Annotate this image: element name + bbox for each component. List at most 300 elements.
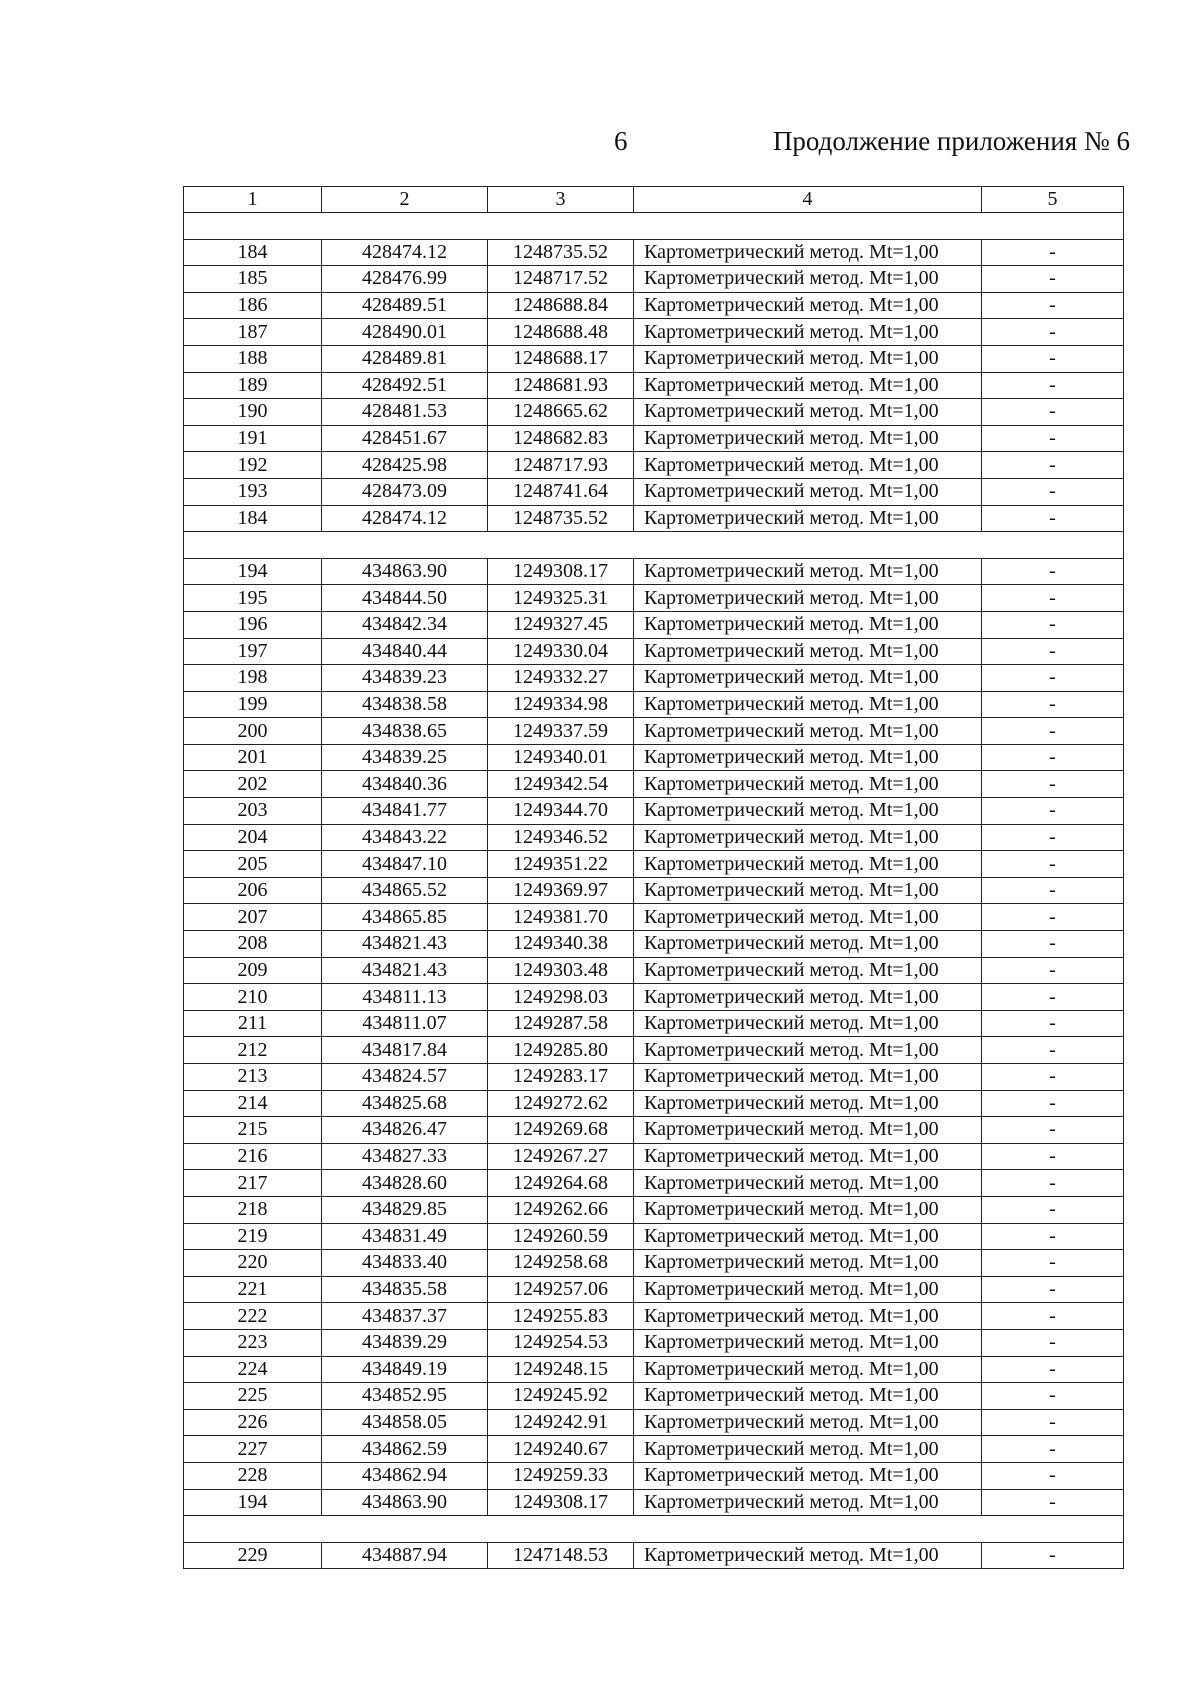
y-coordinate-cell: 1249381.70 [488, 904, 634, 931]
x-coordinate-cell: 434840.44 [322, 638, 488, 665]
table-row [184, 1196, 1124, 1223]
note-cell: - [982, 1196, 1124, 1223]
point-number-cell: 187 [184, 319, 322, 346]
note-cell: - [982, 824, 1124, 851]
note-cell: - [982, 239, 1124, 266]
method-cell: Картометрический метод. Mt=1,00 [634, 345, 982, 372]
note-cell: - [982, 744, 1124, 771]
note-cell: - [982, 345, 1124, 372]
point-number-cell: 198 [184, 665, 322, 692]
note-cell: - [982, 399, 1124, 426]
method-cell: Картометрический метод. Mt=1,00 [634, 744, 982, 771]
table-row [184, 1383, 1124, 1410]
x-coordinate-cell: 434858.05 [322, 1409, 488, 1436]
note-cell: - [982, 372, 1124, 399]
column-header: 4 [634, 187, 982, 213]
method-cell: Картометрический метод. Mt=1,00 [634, 1383, 982, 1410]
y-coordinate-cell: 1249340.01 [488, 744, 634, 771]
table-row [184, 744, 1124, 771]
table-row [184, 1436, 1124, 1463]
note-cell: - [982, 1090, 1124, 1117]
table-row [184, 239, 1124, 266]
method-cell: Картометрический метод. Mt=1,00 [634, 1542, 982, 1569]
note-cell: - [982, 425, 1124, 452]
y-coordinate-cell: 1249298.03 [488, 984, 634, 1011]
x-coordinate-cell: 428451.67 [322, 425, 488, 452]
method-cell: Картометрический метод. Mt=1,00 [634, 1356, 982, 1383]
y-coordinate-cell: 1249269.68 [488, 1117, 634, 1144]
y-coordinate-cell: 1249330.04 [488, 638, 634, 665]
y-coordinate-cell: 1249267.27 [488, 1143, 634, 1170]
table-row [184, 877, 1124, 904]
note-cell: - [982, 1250, 1124, 1277]
method-cell: Картометрический метод. Mt=1,00 [634, 1064, 982, 1091]
method-cell: Картометрический метод. Mt=1,00 [634, 877, 982, 904]
point-number-cell: 201 [184, 744, 322, 771]
x-coordinate-cell: 428489.81 [322, 345, 488, 372]
point-number-cell: 191 [184, 425, 322, 452]
method-cell: Картометрический метод. Mt=1,00 [634, 1143, 982, 1170]
y-coordinate-cell: 1248688.17 [488, 345, 634, 372]
note-cell: - [982, 771, 1124, 798]
table-row [184, 425, 1124, 452]
note-cell: - [982, 505, 1124, 532]
table-row [184, 1037, 1124, 1064]
point-number-cell: 227 [184, 1436, 322, 1463]
x-coordinate-cell: 434826.47 [322, 1117, 488, 1144]
note-cell: - [982, 1383, 1124, 1410]
x-coordinate-cell: 428490.01 [322, 319, 488, 346]
method-cell: Картометрический метод. Mt=1,00 [634, 505, 982, 532]
table-row [184, 319, 1124, 346]
note-cell: - [982, 1329, 1124, 1356]
y-coordinate-cell: 1249346.52 [488, 824, 634, 851]
method-cell: Картометрический метод. Mt=1,00 [634, 1489, 982, 1516]
method-cell: Картометрический метод. Mt=1,00 [634, 372, 982, 399]
page-heading: Продолжение приложения № 6 [772, 126, 1130, 156]
point-number-cell: 215 [184, 1117, 322, 1144]
method-cell: Картометрический метод. Mt=1,00 [634, 1223, 982, 1250]
method-cell: Картометрический метод. Mt=1,00 [634, 638, 982, 665]
y-coordinate-cell: 1249285.80 [488, 1037, 634, 1064]
y-coordinate-cell: 1249303.48 [488, 957, 634, 984]
point-number-cell: 208 [184, 931, 322, 958]
note-cell: - [982, 1037, 1124, 1064]
y-coordinate-cell: 1248717.52 [488, 266, 634, 293]
y-coordinate-cell: 1249262.66 [488, 1196, 634, 1223]
table-row [184, 292, 1124, 319]
table-row [184, 638, 1124, 665]
note-cell: - [982, 478, 1124, 505]
table-row [184, 904, 1124, 931]
y-coordinate-cell: 1248741.64 [488, 478, 634, 505]
note-cell: - [982, 266, 1124, 293]
table-row [184, 372, 1124, 399]
point-number-cell: 210 [184, 984, 322, 1011]
y-coordinate-cell: 1249248.15 [488, 1356, 634, 1383]
point-number-cell: 195 [184, 585, 322, 612]
x-coordinate-cell: 434838.65 [322, 718, 488, 745]
note-cell: - [982, 718, 1124, 745]
note-cell: - [982, 1409, 1124, 1436]
y-coordinate-cell: 1249257.06 [488, 1276, 634, 1303]
x-coordinate-cell: 434811.13 [322, 984, 488, 1011]
method-cell: Картометрический метод. Mt=1,00 [634, 931, 982, 958]
x-coordinate-cell: 434839.25 [322, 744, 488, 771]
y-coordinate-cell: 1249337.59 [488, 718, 634, 745]
x-coordinate-cell: 428474.12 [322, 239, 488, 266]
method-cell: Картометрический метод. Mt=1,00 [634, 904, 982, 931]
x-coordinate-cell: 434821.43 [322, 931, 488, 958]
point-number-cell: 184 [184, 239, 322, 266]
note-cell: - [982, 611, 1124, 638]
note-cell: - [982, 1223, 1124, 1250]
note-cell: - [982, 904, 1124, 931]
point-number-cell: 188 [184, 345, 322, 372]
y-coordinate-cell: 1249245.92 [488, 1383, 634, 1410]
y-coordinate-cell: 1249242.91 [488, 1409, 634, 1436]
x-coordinate-cell: 434825.68 [322, 1090, 488, 1117]
table-row [184, 611, 1124, 638]
y-coordinate-cell: 1249334.98 [488, 691, 634, 718]
y-coordinate-cell: 1248688.84 [488, 292, 634, 319]
point-number-cell: 205 [184, 851, 322, 878]
table-row [184, 931, 1124, 958]
point-number-cell: 184 [184, 505, 322, 532]
table-row [184, 1542, 1124, 1569]
point-number-cell: 225 [184, 1383, 322, 1410]
y-coordinate-cell: 1248688.48 [488, 319, 634, 346]
method-cell: Картометрический метод. Mt=1,00 [634, 452, 982, 479]
table-row [184, 984, 1124, 1011]
coordinates-table-body [184, 187, 1124, 1569]
point-number-cell: 196 [184, 611, 322, 638]
note-cell: - [982, 1143, 1124, 1170]
table-row [184, 1329, 1124, 1356]
table-row [184, 1010, 1124, 1037]
x-coordinate-cell: 434827.33 [322, 1143, 488, 1170]
point-number-cell: 204 [184, 824, 322, 851]
point-number-cell: 197 [184, 638, 322, 665]
table-row [184, 1409, 1124, 1436]
method-cell: Картометрический метод. Mt=1,00 [634, 984, 982, 1011]
x-coordinate-cell: 434844.50 [322, 585, 488, 612]
column-header: 1 [184, 187, 322, 213]
table-row [184, 1303, 1124, 1330]
note-cell: - [982, 1064, 1124, 1091]
point-number-cell: 219 [184, 1223, 322, 1250]
y-coordinate-cell: 1249308.17 [488, 1489, 634, 1516]
method-cell: Картометрический метод. Mt=1,00 [634, 585, 982, 612]
x-coordinate-cell: 428481.53 [322, 399, 488, 426]
table-row [184, 691, 1124, 718]
x-coordinate-cell: 434835.58 [322, 1276, 488, 1303]
x-coordinate-cell: 434863.90 [322, 1489, 488, 1516]
method-cell: Картометрический метод. Mt=1,00 [634, 1276, 982, 1303]
note-cell: - [982, 1542, 1124, 1569]
method-cell: Картометрический метод. Mt=1,00 [634, 478, 982, 505]
y-coordinate-cell: 1249240.67 [488, 1436, 634, 1463]
table-row [184, 1143, 1124, 1170]
method-cell: Картометрический метод. Mt=1,00 [634, 425, 982, 452]
note-cell: - [982, 877, 1124, 904]
table-row [184, 665, 1124, 692]
y-coordinate-cell: 1249369.97 [488, 877, 634, 904]
table-row [184, 1489, 1124, 1516]
note-cell: - [982, 1436, 1124, 1463]
x-coordinate-cell: 434811.07 [322, 1010, 488, 1037]
x-coordinate-cell: 428474.12 [322, 505, 488, 532]
method-cell: Картометрический метод. Mt=1,00 [634, 292, 982, 319]
table-row [184, 1117, 1124, 1144]
table-header-row [184, 187, 1124, 213]
point-number-cell: 213 [184, 1064, 322, 1091]
point-number-cell: 212 [184, 1037, 322, 1064]
method-cell: Картометрический метод. Mt=1,00 [634, 1462, 982, 1489]
table-row [184, 1090, 1124, 1117]
x-coordinate-cell: 434824.57 [322, 1064, 488, 1091]
table-row [184, 1064, 1124, 1091]
y-coordinate-cell: 1249260.59 [488, 1223, 634, 1250]
group-separator-cell [184, 1516, 1124, 1543]
point-number-cell: 189 [184, 372, 322, 399]
x-coordinate-cell: 434841.77 [322, 798, 488, 825]
method-cell: Картометрический метод. Mt=1,00 [634, 1303, 982, 1330]
y-coordinate-cell: 1248682.83 [488, 425, 634, 452]
point-number-cell: 211 [184, 1010, 322, 1037]
table-row [184, 585, 1124, 612]
x-coordinate-cell: 428492.51 [322, 372, 488, 399]
column-header: 3 [488, 187, 634, 213]
y-coordinate-cell: 1248717.93 [488, 452, 634, 479]
x-coordinate-cell: 428476.99 [322, 266, 488, 293]
method-cell: Картометрический метод. Mt=1,00 [634, 691, 982, 718]
method-cell: Картометрический метод. Mt=1,00 [634, 957, 982, 984]
y-coordinate-cell: 1249351.22 [488, 851, 634, 878]
table-row [184, 1356, 1124, 1383]
table-row [184, 1223, 1124, 1250]
point-number-cell: 222 [184, 1303, 322, 1330]
x-coordinate-cell: 434821.43 [322, 957, 488, 984]
table-row [184, 478, 1124, 505]
method-cell: Картометрический метод. Mt=1,00 [634, 1329, 982, 1356]
point-number-cell: 200 [184, 718, 322, 745]
x-coordinate-cell: 434838.58 [322, 691, 488, 718]
point-number-cell: 217 [184, 1170, 322, 1197]
note-cell: - [982, 1489, 1124, 1516]
method-cell: Картометрический метод. Mt=1,00 [634, 798, 982, 825]
point-number-cell: 218 [184, 1196, 322, 1223]
table-row [184, 399, 1124, 426]
point-number-cell: 207 [184, 904, 322, 931]
y-coordinate-cell: 1249255.83 [488, 1303, 634, 1330]
x-coordinate-cell: 434837.37 [322, 1303, 488, 1330]
note-cell: - [982, 1303, 1124, 1330]
x-coordinate-cell: 434852.95 [322, 1383, 488, 1410]
point-number-cell: 194 [184, 1489, 322, 1516]
x-coordinate-cell: 434831.49 [322, 1223, 488, 1250]
table-row [184, 957, 1124, 984]
table-row [184, 1170, 1124, 1197]
y-coordinate-cell: 1249344.70 [488, 798, 634, 825]
note-cell: - [982, 798, 1124, 825]
table-row [184, 851, 1124, 878]
point-number-cell: 193 [184, 478, 322, 505]
group-separator-row [184, 213, 1124, 240]
method-cell: Картометрический метод. Mt=1,00 [634, 266, 982, 293]
table-row [184, 1276, 1124, 1303]
note-cell: - [982, 585, 1124, 612]
x-coordinate-cell: 428489.51 [322, 292, 488, 319]
point-number-cell: 194 [184, 558, 322, 585]
y-coordinate-cell: 1249340.38 [488, 931, 634, 958]
y-coordinate-cell: 1249272.62 [488, 1090, 634, 1117]
method-cell: Картометрический метод. Mt=1,00 [634, 1117, 982, 1144]
y-coordinate-cell: 1249254.53 [488, 1329, 634, 1356]
x-coordinate-cell: 428425.98 [322, 452, 488, 479]
note-cell: - [982, 1462, 1124, 1489]
x-coordinate-cell: 434839.23 [322, 665, 488, 692]
y-coordinate-cell: 1248665.62 [488, 399, 634, 426]
method-cell: Картометрический метод. Mt=1,00 [634, 1250, 982, 1277]
x-coordinate-cell: 434865.52 [322, 877, 488, 904]
y-coordinate-cell: 1247148.53 [488, 1542, 634, 1569]
table-row [184, 824, 1124, 851]
note-cell: - [982, 319, 1124, 346]
point-number-cell: 228 [184, 1462, 322, 1489]
group-separator-row [184, 1516, 1124, 1543]
x-coordinate-cell: 434828.60 [322, 1170, 488, 1197]
y-coordinate-cell: 1249325.31 [488, 585, 634, 612]
x-coordinate-cell: 434887.94 [322, 1542, 488, 1569]
group-separator-cell [184, 532, 1124, 559]
x-coordinate-cell: 434840.36 [322, 771, 488, 798]
y-coordinate-cell: 1248681.93 [488, 372, 634, 399]
point-number-cell: 209 [184, 957, 322, 984]
point-number-cell: 220 [184, 1250, 322, 1277]
method-cell: Картометрический метод. Mt=1,00 [634, 771, 982, 798]
note-cell: - [982, 1170, 1124, 1197]
y-coordinate-cell: 1249264.68 [488, 1170, 634, 1197]
method-cell: Картометрический метод. Mt=1,00 [634, 1436, 982, 1463]
table-row [184, 1462, 1124, 1489]
note-cell: - [982, 665, 1124, 692]
note-cell: - [982, 558, 1124, 585]
method-cell: Картометрический метод. Mt=1,00 [634, 239, 982, 266]
note-cell: - [982, 691, 1124, 718]
table-row [184, 345, 1124, 372]
table-row [184, 718, 1124, 745]
y-coordinate-cell: 1249259.33 [488, 1462, 634, 1489]
x-coordinate-cell: 434862.59 [322, 1436, 488, 1463]
x-coordinate-cell: 434842.34 [322, 611, 488, 638]
y-coordinate-cell: 1248735.52 [488, 239, 634, 266]
point-number-cell: 214 [184, 1090, 322, 1117]
point-number-cell: 226 [184, 1409, 322, 1436]
note-cell: - [982, 851, 1124, 878]
method-cell: Картометрический метод. Mt=1,00 [634, 718, 982, 745]
table-row [184, 1250, 1124, 1277]
point-number-cell: 221 [184, 1276, 322, 1303]
method-cell: Картометрический метод. Mt=1,00 [634, 1037, 982, 1064]
method-cell: Картометрический метод. Mt=1,00 [634, 665, 982, 692]
method-cell: Картометрический метод. Mt=1,00 [634, 1010, 982, 1037]
method-cell: Картометрический метод. Mt=1,00 [634, 611, 982, 638]
point-number-cell: 223 [184, 1329, 322, 1356]
point-number-cell: 216 [184, 1143, 322, 1170]
point-number-cell: 192 [184, 452, 322, 479]
note-cell: - [982, 1276, 1124, 1303]
x-coordinate-cell: 434839.29 [322, 1329, 488, 1356]
method-cell: Картометрический метод. Mt=1,00 [634, 1090, 982, 1117]
method-cell: Картометрический метод. Mt=1,00 [634, 1196, 982, 1223]
note-cell: - [982, 984, 1124, 1011]
note-cell: - [982, 452, 1124, 479]
table-row [184, 771, 1124, 798]
group-separator-row [184, 532, 1124, 559]
point-number-cell: 186 [184, 292, 322, 319]
coordinates-table [183, 186, 1124, 1569]
y-coordinate-cell: 1249332.27 [488, 665, 634, 692]
table-row [184, 558, 1124, 585]
group-separator-cell [184, 213, 1124, 240]
page-number: 6 [614, 126, 628, 156]
x-coordinate-cell: 434817.84 [322, 1037, 488, 1064]
x-coordinate-cell: 434849.19 [322, 1356, 488, 1383]
table-row [184, 452, 1124, 479]
y-coordinate-cell: 1249287.58 [488, 1010, 634, 1037]
y-coordinate-cell: 1248735.52 [488, 505, 634, 532]
table-row [184, 798, 1124, 825]
y-coordinate-cell: 1249283.17 [488, 1064, 634, 1091]
x-coordinate-cell: 434833.40 [322, 1250, 488, 1277]
note-cell: - [982, 1356, 1124, 1383]
method-cell: Картометрический метод. Mt=1,00 [634, 1170, 982, 1197]
x-coordinate-cell: 434865.85 [322, 904, 488, 931]
x-coordinate-cell: 434863.90 [322, 558, 488, 585]
y-coordinate-cell: 1249327.45 [488, 611, 634, 638]
note-cell: - [982, 931, 1124, 958]
method-cell: Картометрический метод. Mt=1,00 [634, 399, 982, 426]
point-number-cell: 185 [184, 266, 322, 293]
y-coordinate-cell: 1249258.68 [488, 1250, 634, 1277]
x-coordinate-cell: 434829.85 [322, 1196, 488, 1223]
table-row [184, 505, 1124, 532]
point-number-cell: 202 [184, 771, 322, 798]
note-cell: - [982, 638, 1124, 665]
method-cell: Картометрический метод. Mt=1,00 [634, 851, 982, 878]
point-number-cell: 190 [184, 399, 322, 426]
column-header: 2 [322, 187, 488, 213]
point-number-cell: 206 [184, 877, 322, 904]
y-coordinate-cell: 1249342.54 [488, 771, 634, 798]
point-number-cell: 199 [184, 691, 322, 718]
x-coordinate-cell: 434843.22 [322, 824, 488, 851]
note-cell: - [982, 957, 1124, 984]
point-number-cell: 224 [184, 1356, 322, 1383]
x-coordinate-cell: 428473.09 [322, 478, 488, 505]
column-header: 5 [982, 187, 1124, 213]
method-cell: Картометрический метод. Mt=1,00 [634, 824, 982, 851]
x-coordinate-cell: 434847.10 [322, 851, 488, 878]
x-coordinate-cell: 434862.94 [322, 1462, 488, 1489]
note-cell: - [982, 292, 1124, 319]
method-cell: Картометрический метод. Mt=1,00 [634, 558, 982, 585]
point-number-cell: 203 [184, 798, 322, 825]
point-number-cell: 229 [184, 1542, 322, 1569]
note-cell: - [982, 1010, 1124, 1037]
method-cell: Картометрический метод. Mt=1,00 [634, 1409, 982, 1436]
